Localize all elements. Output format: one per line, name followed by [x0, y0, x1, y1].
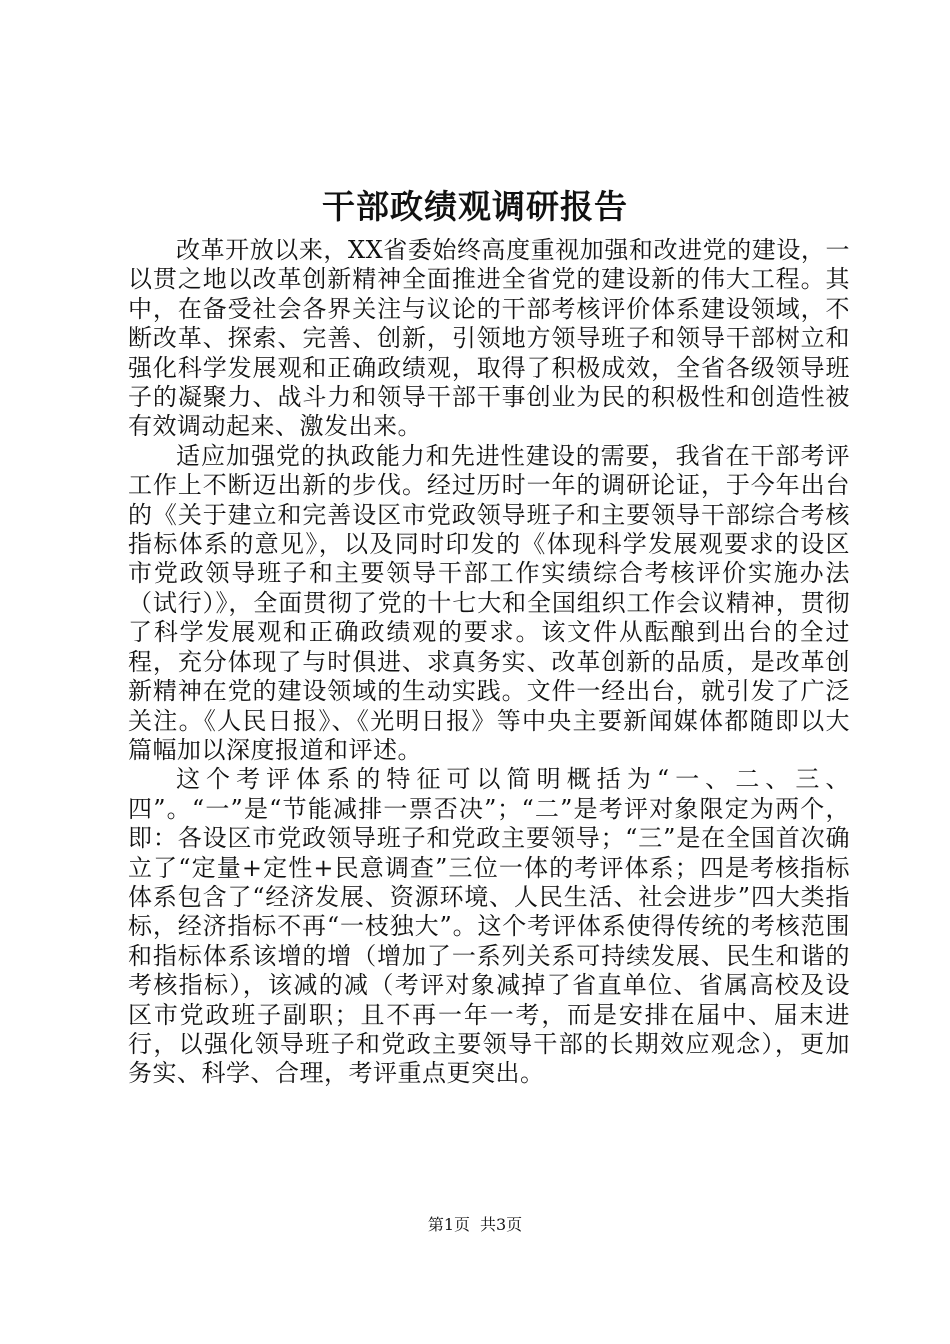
document-body: [128, 236, 850, 1089]
paragraph-3: 这个考评体系的特征可以简明概括为“一、二、三、四”。“一”是“节能减排一票否决”；“二”是考评对象限定为两个，即：各设区市党政领导班子和党政主要领导；“三”是在全国首次确立了“定量+定性+民意调查”三位一体的考评体系；四是考核指标体系包含了“经济发展、资源环境、人民生活、社会进步”四大类指标，经济指标不再“一枝独大”。这个考评体系使得传统的考核范围和指标体系该增的增（增加了一系列关系可持续发展、民生和谐的考核指标），该减的减（考评对象减掉了省直单位、省属高校及设区市党政班子副职；且不再一年一考，而是安排在届中、届末进行，以强化领导班子和党政主要领导干部的长期效应观念），更加务实、科学、合理，考评重点更突出。: [128, 765, 850, 1088]
page-number-current: 第1页: [427, 1215, 470, 1234]
page-number-total: 共3页: [480, 1215, 523, 1234]
page-footer: [0, 1213, 950, 1237]
page-title: 干部政绩观调研报告: [322, 187, 628, 226]
paragraph-1: 改革开放以来，XX省委始终高度重视加强和改进党的建设，一以贯之地以改革创新精神全面推进全省党的建设新的伟大工程。其中，在备受社会各界关注与议论的干部考核评价体系建设领域，不断改革、探索、完善、创新，引领地方领导班子和领导干部树立和强化科学发展观和正确政绩观，取得了积极成效，全省各级领导班子的凝聚力、战斗力和领导干部干事创业为民的积极性和创造性被有效调动起来、激发出来。: [128, 236, 850, 441]
paragraph-2: 适应加强党的执政能力和先进性建设的需要，我省在干部考评工作上不断迈出新的步伐。经过历时一年的调研论证，于今年出台的《关于建立和完善设区市党政领导班子和主要领导干部综合考核指标体系的意见》，以及同时印发的《体现科学发展观要求的设区市党政领导班子和主要领导干部工作实绩综合考核评价实施办法（试行）》，全面贯彻了党的十七大和全国组织工作会议精神，贯彻了科学发展观和正确政绩观的要求。该文件从酝酿到出台的全过程，充分体现了与时俱进、求真务实、改革创新的品质，是改革创新精神在党的建设领域的生动实践。文件一经出台，就引发了广泛关注。《人民日报》、《光明日报》等中央主要新闻媒体都随即以大篇幅加以深度报道和评述。: [128, 441, 850, 764]
